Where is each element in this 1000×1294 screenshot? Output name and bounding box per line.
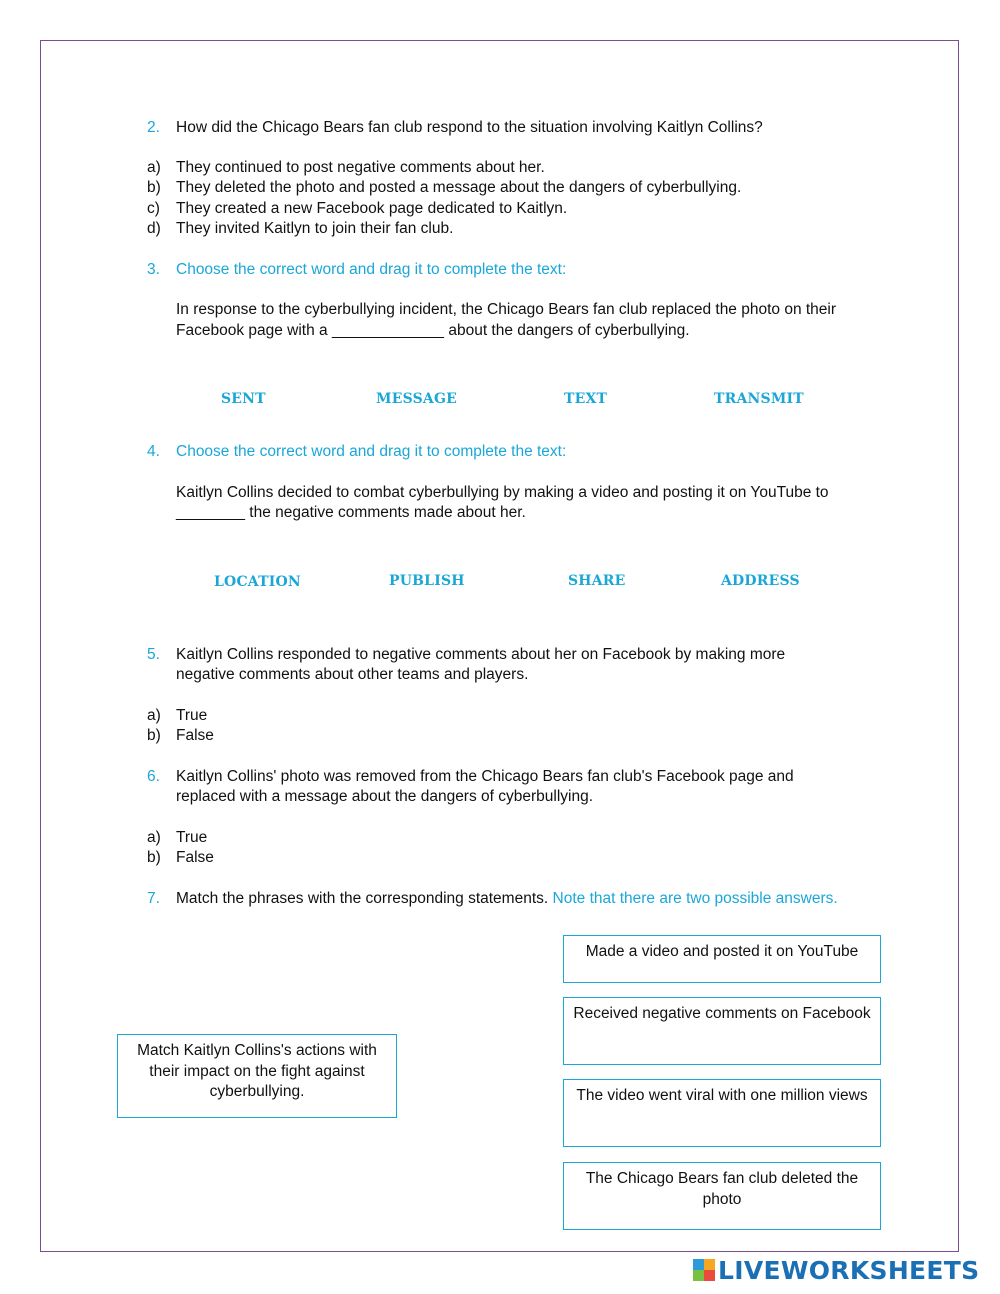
q6-option-a-letter: a): [147, 829, 161, 846]
q4-word-share[interactable]: SHARE: [568, 573, 626, 589]
q2-option-b-letter: b): [147, 179, 161, 196]
match-right-option-4[interactable]: The Chicago Bears fan club deleted the photo: [563, 1162, 881, 1230]
question-4-line-1: Kaitlyn Collins decided to combat cyberbullying by making a video and posting it on YouTube to: [176, 484, 829, 501]
q3-word-sent[interactable]: SENT: [221, 391, 266, 407]
question-5-line-1: Kaitlyn Collins responded to negative comments about her on Facebook by making more: [176, 646, 786, 663]
question-5-line-2: negative comments about other teams and players.: [176, 666, 529, 683]
question-5-number: 5.: [147, 646, 160, 663]
question-2-text: How did the Chicago Bears fan club respond to the situation involving Kaitlyn Collins?: [176, 119, 763, 136]
q4-word-address[interactable]: ADDRESS: [721, 573, 800, 589]
q6-option-true[interactable]: True: [176, 829, 208, 846]
q5-option-true[interactable]: True: [176, 707, 208, 724]
q2-option-d[interactable]: They invited Kaitlyn to join their fan club.: [176, 220, 454, 237]
match-left-statement[interactable]: Match Kaitlyn Collins's actions with their impact on the fight against cyberbullying.: [117, 1034, 397, 1118]
q5-option-false[interactable]: False: [176, 727, 214, 744]
q3-word-transmit[interactable]: TRANSMIT: [714, 391, 804, 407]
question-4-number: 4.: [147, 443, 160, 460]
q6-option-b-letter: b): [147, 849, 161, 866]
question-3-number: 3.: [147, 261, 160, 278]
liveworksheets-logo-text: LIVEWORKSHEETS: [718, 1255, 980, 1285]
q6-option-false[interactable]: False: [176, 849, 214, 866]
q3-word-text[interactable]: TEXT: [564, 391, 608, 407]
question-3-line-2: Facebook page with a _____________ about the dangers of cyberbullying.: [176, 322, 690, 339]
liveworksheets-logo-icon: [693, 1259, 715, 1281]
question-6-number: 6.: [147, 768, 160, 785]
liveworksheets-logo: [693, 1255, 979, 1285]
q5-option-a-letter: a): [147, 707, 161, 724]
question-7-instruction: Match the phrases with the corresponding statements.: [176, 890, 549, 907]
question-3-line-1: In response to the cyberbullying incident, the Chicago Bears fan club replaced the photo on their: [176, 301, 837, 318]
q2-option-a-letter: a): [147, 159, 161, 176]
question-6-line-1: Kaitlyn Collins' photo was removed from the Chicago Bears fan club's Facebook page and: [176, 768, 794, 785]
q5-option-b-letter: b): [147, 727, 161, 744]
question-7-number: 7.: [147, 890, 160, 907]
q2-option-c[interactable]: They created a new Facebook page dedicated to Kaitlyn.: [176, 200, 568, 217]
question-6-line-2: replaced with a message about the dangers of cyberbullying.: [176, 788, 594, 805]
q2-option-c-letter: c): [147, 200, 160, 217]
question-4-line-2: ________ the negative comments made about her.: [176, 504, 526, 521]
match-right-option-1[interactable]: Made a video and posted it on YouTube: [563, 935, 881, 983]
question-4-instruction: Choose the correct word and drag it to complete the text:: [176, 443, 567, 460]
match-right-option-2[interactable]: Received negative comments on Facebook: [563, 997, 881, 1065]
question-7-text: [176, 889, 838, 910]
question-3-instruction: Choose the correct word and drag it to complete the text:: [176, 261, 567, 278]
q3-word-message[interactable]: MESSAGE: [376, 391, 457, 407]
question-2-number: 2.: [147, 119, 160, 136]
question-7-note: Note that there are two possible answers.: [552, 890, 838, 907]
q4-word-publish[interactable]: PUBLISH: [389, 573, 465, 589]
q2-option-a[interactable]: They continued to post negative comments about her.: [176, 159, 545, 176]
match-right-option-3[interactable]: The video went viral with one million views: [563, 1079, 881, 1147]
q2-option-b[interactable]: They deleted the photo and posted a message about the dangers of cyberbullying.: [176, 179, 742, 196]
q4-word-location[interactable]: LOCATION: [214, 574, 301, 590]
q2-option-d-letter: d): [147, 220, 161, 237]
